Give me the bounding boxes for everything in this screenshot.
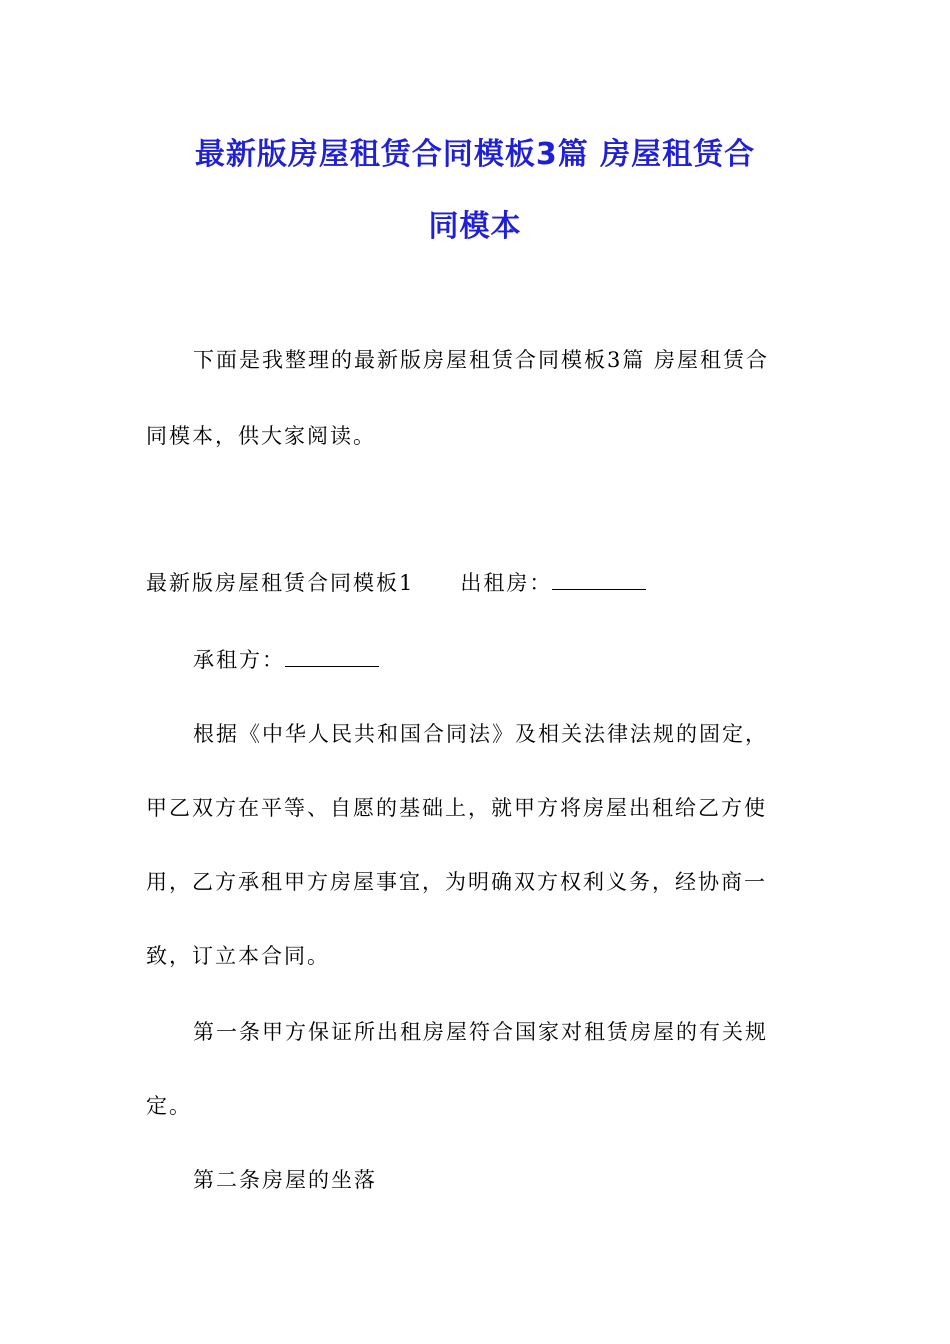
intro-line-2: 同模本，供大家阅读。 [146,424,376,448]
document-title-line-2: 同模本 [428,209,522,244]
contract-heading: 最新版房屋租赁合同模板1 [146,571,415,595]
contract-heading-row [146,568,646,598]
lessee-label: 承租方： [193,648,285,672]
article-1-line-1: 第一条甲方保证所出租房屋符合国家对租赁房屋的有关规 [193,1020,768,1044]
intro-line-1: 下面是我整理的最新版房屋租赁合同模板3篇 房屋租赁合 [193,348,770,372]
paragraph-1-line-2: 甲乙双方在平等、自愿的基础上，就甲方将房屋出租给乙方使 [146,796,767,820]
document-title-line-1: 最新版房屋租赁合同模板3篇 房屋租赁合 [194,137,756,172]
lessee-blank [285,648,379,667]
lessee-row [193,645,379,675]
article-2-heading: 第二条房屋的坐落 [193,1168,377,1192]
paragraph-1-line-3: 用，乙方承租甲方房屋事宜，为明确双方权利义务，经协商一 [146,870,767,894]
article-1-line-2: 定。 [146,1094,192,1118]
paragraph-1-line-4: 致，订立本合同。 [146,944,330,968]
lessor-label: 出租房： [460,571,553,595]
lessor-blank [552,571,646,590]
paragraph-1-line-1: 根据《中华人民共和国合同法》及相关法律法规的固定， [193,722,768,746]
